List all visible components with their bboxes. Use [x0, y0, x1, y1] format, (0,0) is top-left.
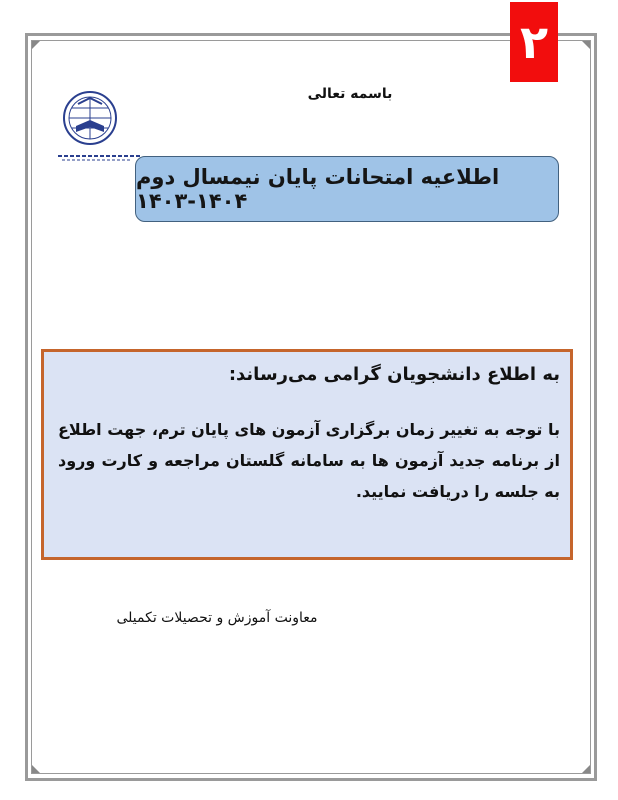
page-number-badge: ۲	[510, 2, 558, 82]
corner-ornament	[582, 765, 590, 773]
logo-caption	[58, 156, 140, 160]
corner-ornament	[32, 41, 40, 49]
notice-body: با توجه به تغییر زمان برگزاری آزمون های پایان ترم، جهت اطلاع از برنامه جدید آزمون ها به سامانه گلستان مراجعه و کارت ورود به جلسه را دریافت نمایید.	[58, 420, 560, 501]
notice-greeting: به اطلاع دانشجویان گرامی می‌رساند:	[228, 364, 560, 385]
corner-ornament	[32, 765, 40, 773]
university-logo	[52, 86, 142, 166]
announcement-title: اطلاعیه امتحانات پایان نیمسال دوم ۱۴۰۴-۱۴۰۳	[135, 156, 559, 222]
notice-box	[41, 349, 573, 560]
bismillah-heading: باسمه تعالی	[307, 86, 393, 102]
corner-ornament	[582, 41, 590, 49]
signature: معاونت آموزش و تحصیلات تکمیلی	[116, 610, 318, 626]
